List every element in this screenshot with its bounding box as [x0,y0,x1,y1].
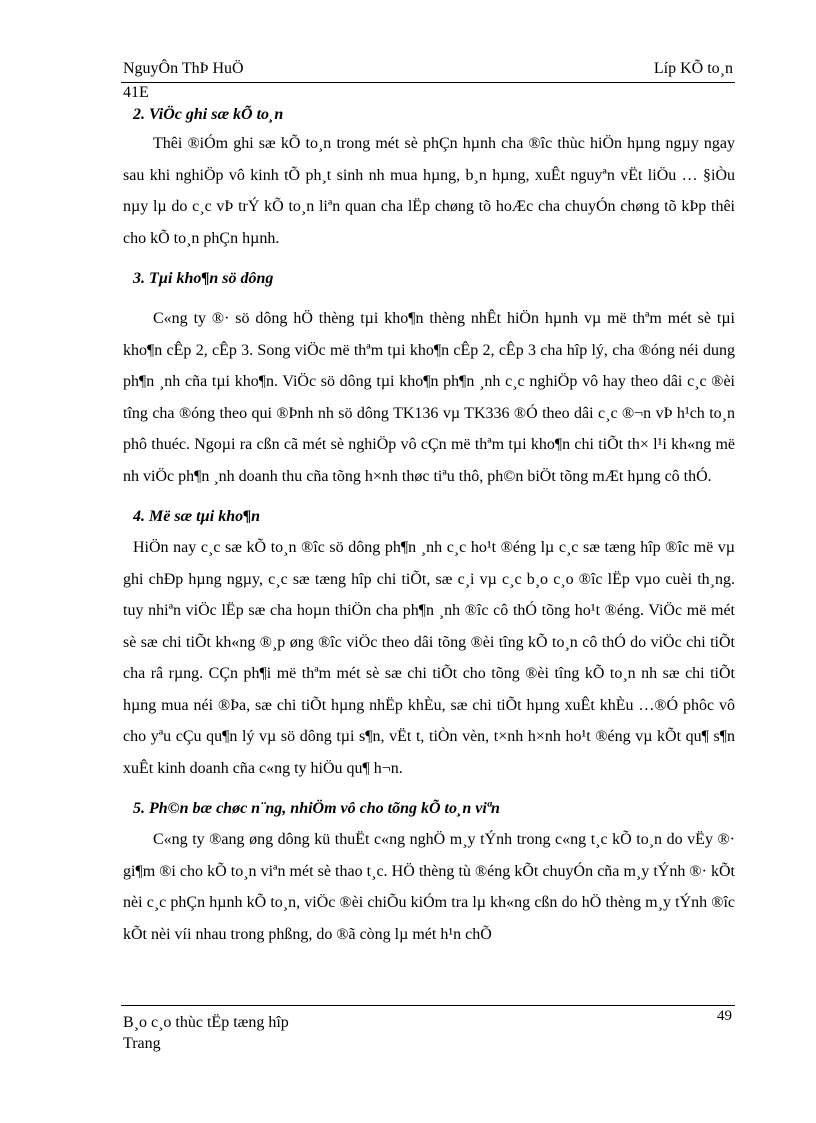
header-class: Líp KÕ to¸n [653,60,733,77]
header-author: NguyÔn ThÞ HuÖ [123,60,244,77]
section-heading-2: 2. ViÖc ghi sæ kÕ to¸n [133,106,284,123]
page-content [123,104,735,950]
section-heading-3: 3. Tµi kho¶n sö dông [133,270,274,287]
section-paragraph-5: C«ng ty ®ang øng dông kü thuËt c«ng nghÖ m¸y tÝnh trong c«ng t¸c kÕ to¸n do vËy ®· gi¶m ®i cho kÕ to¸n viªn mét sè thao t¸c. HÖ thèng tù ®éng kÕt chuyÓn cña m¸y tÝnh ®· kÕt nèi c¸c phÇn hµnh kÕ to¸n, viÖc ®èi chiÕu kiÓm tra lµ kh«ng cßn do hÖ thèng m¸y tÝnh ®îc kÕt nèi víi nhau trong phßng, do ®ã còng lµ mét h¹n chÕ [123,831,735,943]
section-paragraph-3: C«ng ty ®· sö dông hÖ thèng tµi kho¶n thèng nhÊt hiÖn hµnh vµ më thªm mét sè tµi kho¶n cÊp 2, cÊp 3. Song viÖc më thªm tµi kho¶n cÊp 2, cÊp 3 cha hîp lý, cha ®óng néi dung ph¶n ¸nh cña tµi kho¶n. ViÖc sö dông tµi kho¶n ph¶n ¸nh c¸c nghiÖp vô hay theo dâi c¸c ®èi tîng cha ®óng theo qui ®Þnh nh sö dông TK136 vµ TK336 ®Ó theo dâi c¸c ®¬n vÞ h¹ch to¸n phô thuéc. Ngoµi ra cßn cã mét sè nghiÖp vô cÇn më thªm tµi kho¶n chi tiÕt th× l¹i kh«ng më nh viÖc ph¶n ¸nh doanh thu cña tõng h×nh thøc tiªu thô, ph©n biÖt tõng mÆt hµng cô thÓ. [123,310,735,485]
footer-divider [121,1005,735,1006]
section-heading-4: 4. Më sæ tµi kho¶n [133,508,261,525]
header-divider [121,82,735,83]
section-paragraph-4: HiÖn nay c¸c sæ kÕ to¸n ®îc sö dông ph¶n ¸nh c¸c ho¹t ®éng lµ c¸c sæ tæng hîp ®îc më vµ ghi chÐp hµng ngµy, c¸c sæ tæng hîp chi tiÕt, sæ c¸i vµ c¸c b¸o c¸o ®îc lËp vµo cuèi th¸ng. tuy nhiªn viÖc lËp sæ cha hoµn thiÖn cha ph¶n ¸nh ®îc cô thÓ tõng ho¹t ®éng. ViÖc më mét sè sæ chi tiÕt kh«ng ®¸p øng ®îc viÖc theo dâi tõng ®èi tîng kÕ to¸n cô thÓ do viÖc chi tiÕt cha râ rµng. CÇn ph¶i më thªm mét sè sæ chi tiÕt cho tõng ®èi tîng kÕ to¸n nh sæ chi tiÕt hµng mua néi ®Þa, sæ chi tiÕt hµng nhËp khÈu, sæ chi tiÕt hµng xuÊt khÈu …®Ó phôc vô cho yªu cÇu qu¶n lý vµ sö dông tµi s¶n, vËt t, tiÒn vèn, t×nh h×nh ho¹t ®éng vµ kÕt qu¶ s¶n xuÊt kinh doanh cña c«ng ty hiÖu qu¶ h¬n. [123,539,735,777]
footer-page-label: Trang [123,1035,161,1052]
header-code: 41E [123,84,149,101]
page-header [123,60,733,84]
footer-report-title: B¸o c¸o thùc tËp tæng hîp [123,1014,289,1031]
page-number: 49 [717,1008,732,1024]
section-paragraph-2: Thêi ®iÓm ghi sæ kÕ to¸n trong mét sè phÇn hµnh cha ®îc thùc hiÖn hµng ngµy ngay sau khi nghiÖp vô kinh tÕ ph¸t sinh nh mua hµng, b¸n hµng, xuÊt nguyªn vËt liÖu … §iÒu nµy lµ do c¸c vÞ trÝ kÕ to¸n liªn quan cha lËp chøng tõ hoÆc cha chuyÓn chøng tõ kÞp thêi cho kÕ to¸n phÇn hµnh. [123,135,735,247]
page-footer [123,1012,289,1054]
section-heading-5: 5. Ph©n bæ chøc n¨ng, nhiÖm vô cho tõng kÕ to¸n viªn [133,800,500,817]
